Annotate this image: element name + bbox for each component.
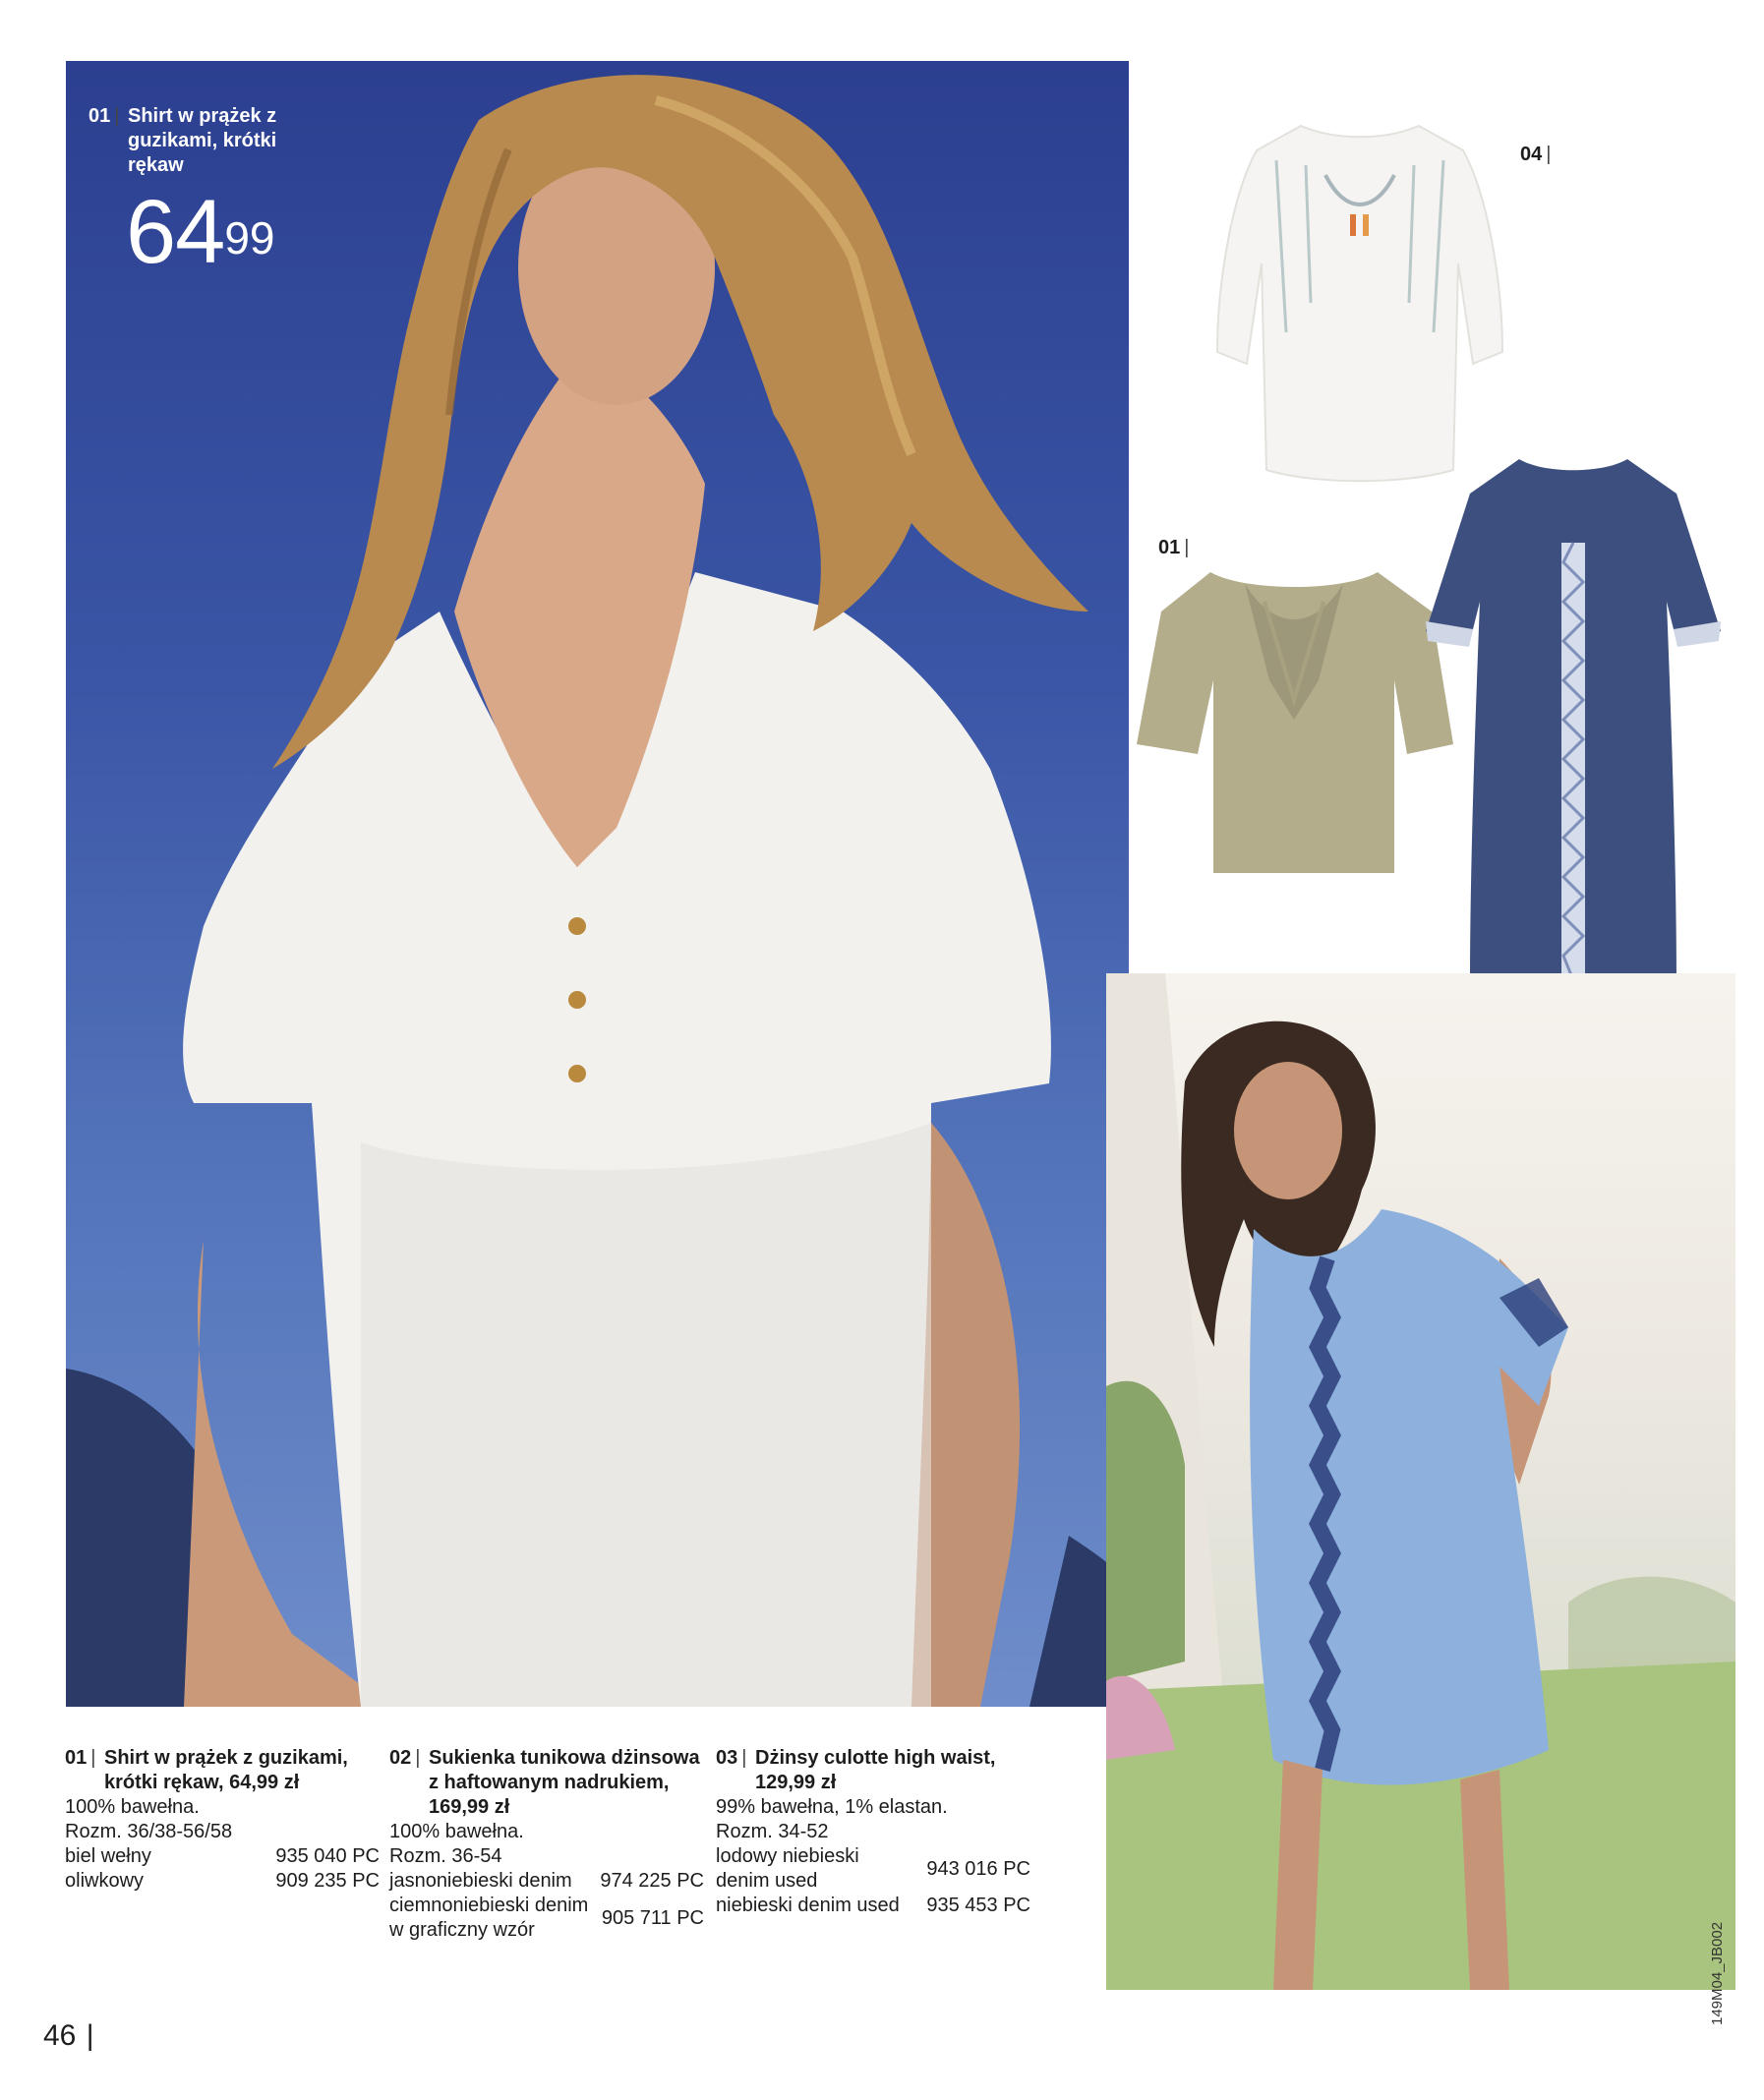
variant-name: biel wełny	[65, 1845, 151, 1867]
hero-item-title: Shirt w prążek z guzikami, krótki rękaw	[128, 105, 277, 176]
column-title: Sukienka tunikowa dżinsowa z haftowanym nadrukiem, 169,99 zł	[429, 1747, 700, 1818]
variant-row	[65, 1844, 380, 1869]
variant-name: lodowy niebieski denim used	[716, 1845, 859, 1892]
column-number: 02 |	[389, 1746, 420, 1771]
variant-name: niebieski denim used	[716, 1895, 900, 1916]
hero-price	[126, 182, 275, 282]
variant-code: 943 016 PC	[926, 1857, 1030, 1880]
variant-name: ciemnoniebieski denim w graficzny wzór	[389, 1895, 589, 1941]
variant-code: 935 453 PC	[926, 1895, 1030, 1916]
hero-illustration	[66, 61, 1129, 1707]
hero-item-number: 01 |	[88, 104, 122, 129]
variant-row	[716, 1844, 1030, 1894]
sizes: Rozm. 36-54	[389, 1845, 502, 1867]
column-heading	[389, 1746, 704, 1820]
product-column-02	[389, 1746, 704, 1943]
variant-row	[65, 1869, 380, 1894]
product-column-03	[716, 1746, 1030, 1918]
variant-code: 935 040 PC	[275, 1845, 380, 1867]
material: 100% bawełna.	[389, 1821, 524, 1842]
material: 99% bawełna, 1% elastan.	[716, 1796, 948, 1818]
variant-row	[389, 1894, 704, 1943]
model-photo-dress	[1106, 973, 1735, 1990]
variant-code: 909 235 PC	[275, 1870, 380, 1892]
variant-name: jasnoniebieski denim	[389, 1870, 572, 1892]
sizes: Rozm. 36/38-56/58	[65, 1821, 233, 1842]
column-number: 03 |	[716, 1746, 746, 1771]
hero-photo	[66, 61, 1129, 1707]
variant-code: 974 225 PC	[600, 1870, 704, 1892]
column-title: Dżinsy culotte high waist, 129,99 zł	[755, 1747, 996, 1793]
product-image-denim-dress	[1426, 454, 1721, 993]
column-heading	[716, 1746, 1030, 1795]
sizes: Rozm. 34-52	[716, 1821, 829, 1842]
column-heading	[65, 1746, 380, 1795]
catalog-code: 149M04_JB002	[1709, 1921, 1726, 2025]
material: 100% bawełna.	[65, 1796, 200, 1818]
column-title: Shirt w prążek z guzikami, krótki rękaw, 64,99 zł	[104, 1747, 348, 1793]
variant-name: oliwkowy	[65, 1870, 145, 1892]
variant-row	[389, 1869, 704, 1894]
product-image-blouse	[1207, 106, 1512, 490]
product-column-01	[65, 1746, 380, 1894]
variant-code: 905 711 PC	[601, 1906, 704, 1929]
product-image-olive-shirt	[1137, 562, 1453, 879]
column-number: 01 |	[65, 1746, 95, 1771]
hero-product-label	[88, 104, 277, 176]
product-label-01: 01 |	[1158, 537, 1189, 559]
hero-price-cents: 99	[224, 212, 275, 263]
variant-row	[716, 1894, 1030, 1918]
hero-price-main: 64	[126, 182, 225, 282]
product-label-04: 04 |	[1520, 144, 1551, 166]
page-number: 46 |	[43, 2019, 94, 2053]
